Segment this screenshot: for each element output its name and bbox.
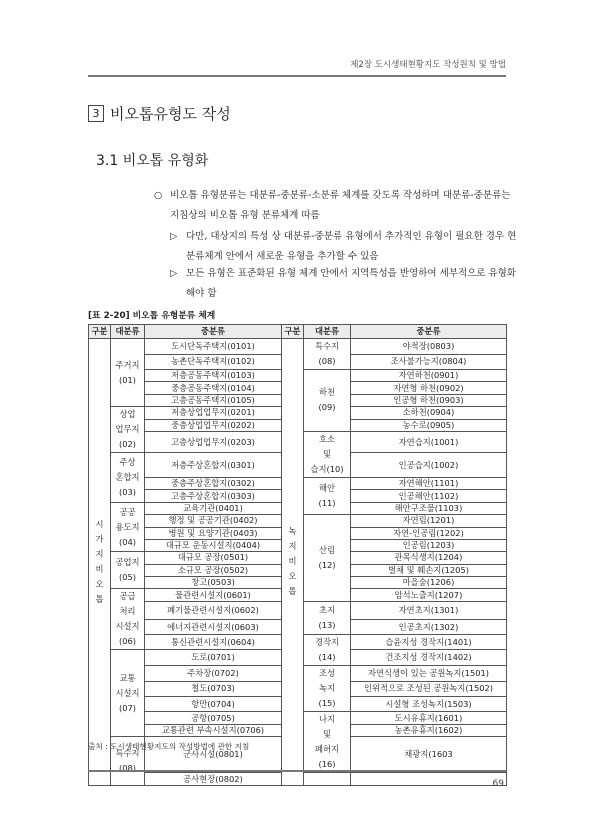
minor-category-cell: 소하천(0904) (351, 407, 507, 419)
header-rule (88, 75, 506, 77)
major-category-cell: 초지 (13) (304, 601, 351, 635)
column-header: 대분류 (111, 325, 145, 339)
major-category-cell: 해안 (11) (304, 477, 351, 514)
triangle-bullet-icon: ▷ (170, 268, 178, 279)
sub-bullet (170, 264, 520, 303)
minor-category-cell: 고층상업업무지(0203) (145, 431, 282, 452)
minor-category-cell: 물관련시설지(0601) (145, 589, 282, 601)
minor-category-cell: 자연림(1201) (351, 515, 507, 527)
major-category-cell: 주상 혼합지 (03) (111, 453, 145, 503)
minor-category-cell: 저층공동주택지(0103) (145, 370, 282, 382)
minor-category-cell: 고층주상혼합지(0303) (145, 490, 282, 502)
minor-category-cell: 인공습지(1002) (351, 453, 507, 478)
minor-category-cell: 자연습지(1001) (351, 431, 507, 452)
minor-category-cell: 대규모 공장(0501) (145, 552, 282, 564)
minor-category-cell: 통신관련시설지(0604) (145, 635, 282, 650)
major-category-cell: 공업지 (05) (111, 552, 145, 589)
minor-category-cell: 고층공동주택지(0105) (145, 394, 282, 406)
minor-category-cell: 농수로(0905) (351, 419, 507, 431)
major-category-cell: 호소 및 습지(10) (304, 431, 351, 477)
table-row (89, 339, 507, 355)
minor-category-cell: 인위적으로 조성된 공원녹지(1502) (351, 681, 507, 696)
minor-category-cell: 중층주상혼합지(0302) (145, 477, 282, 489)
minor-category-cell: 폐기물관련시설지(0602) (145, 601, 282, 619)
major-category-cell: 경작지 (14) (304, 635, 351, 666)
minor-category-cell: 농촌유휴지(1602) (351, 724, 507, 736)
minor-category-cell: 도시단독주택지(0101) (145, 339, 282, 355)
sub-bullet (170, 227, 520, 266)
minor-category-cell: 에너지관련시설지(0603) (145, 619, 282, 635)
biotope-classification-table (88, 324, 507, 786)
major-category-cell: 특수지 (08) (111, 737, 145, 786)
minor-category-cell: 자연-인공림(1202) (351, 527, 507, 539)
table-source: 출처 : 도시생태현황지도의 작성방법에 관한 지침 (88, 742, 250, 751)
minor-category-cell: 행정 및 공공기관(0402) (145, 515, 282, 527)
footer-rule (88, 770, 506, 772)
minor-category-cell: 소규모 공장(0502) (145, 564, 282, 576)
column-header: 구분 (89, 325, 111, 339)
minor-category-cell: 인공초지(1302) (351, 619, 507, 635)
empty-cell (351, 773, 507, 785)
major-category-cell: 공급 처리 시설지 (06) (111, 589, 145, 650)
minor-category-cell: 항만(0704) (145, 697, 282, 712)
minor-category-cell: 중층공동주택지(0104) (145, 382, 282, 394)
minor-category-cell: 중층상업업무지(0202) (145, 419, 282, 431)
minor-category-cell: 자연초지(1301) (351, 601, 507, 619)
column-header: 구분 (282, 325, 304, 339)
circle-bullet-icon: ○ (154, 190, 163, 201)
minor-category-cell: 인공해안(1102) (351, 490, 507, 502)
minor-category-cell: 습윤지성 경작지(1401) (351, 635, 507, 650)
main-bullet-text: 비오톱 유형분류는 대분류-중분류-소분류 체계를 갖도록 작성하며 대분류-중분류는 지침상의 비오톱 유형 분류체계 따름 (170, 190, 511, 221)
major-category-cell: 공공 용도지 (04) (111, 502, 145, 552)
minor-category-cell: 농촌단독주택지(0102) (145, 354, 282, 370)
minor-category-cell: 저층주상혼합지(0301) (145, 453, 282, 478)
page-number: 69 (492, 779, 504, 789)
minor-category-cell: 도로(0701) (145, 650, 282, 666)
table-caption: [표 2-20] 비오톱 유형분류 체계 (88, 311, 216, 321)
major-category-cell: 교통 시설지 (07) (111, 650, 145, 737)
subsection-heading: 3.1 비오톱 유형화 (96, 153, 209, 169)
column-header: 중분류 (351, 325, 507, 339)
table-header-row (89, 325, 507, 339)
sub-bullet-text: 다만, 대상지의 특성 상 대분류-중분류 유형에서 추가적인 유형이 필요한 경우 현 분류체계 안에서 새로운 유형을 추가할 수 있음 (186, 231, 517, 262)
section-title: 비오톱유형도 작성 (110, 105, 231, 123)
major-category-cell: 조성 녹지 (15) (304, 666, 351, 712)
major-category-cell: 상업 업무지 (02) (111, 407, 145, 453)
minor-category-cell: 병원 및 요양기관(0403) (145, 527, 282, 539)
minor-category-cell: 저층상업업무지(0201) (145, 407, 282, 419)
minor-category-cell: 벌채 및 훼손지(1205) (351, 564, 507, 576)
minor-category-cell: 마을숲(1206) (351, 577, 507, 589)
group-cell: 시 가 지 비 오 톱 (89, 339, 111, 786)
minor-category-cell: 교통관련 부속시설지(0706) (145, 724, 282, 736)
section-heading (88, 103, 231, 124)
minor-category-cell: 야적장(0803) (351, 339, 507, 355)
minor-category-cell: 인공형 하천(0903) (351, 394, 507, 406)
minor-category-cell: 공항(0705) (145, 712, 282, 724)
running-header: 제2장 도시생태현황지도 작성원칙 및 방법 (350, 60, 506, 70)
minor-category-cell: 자연형 하천(0902) (351, 382, 507, 394)
minor-category-cell: 교육기관(0401) (145, 502, 282, 514)
section-number: 3 (88, 105, 104, 122)
group-cell: 녹 지 비 오 톱 (282, 339, 304, 786)
major-category-cell: 주거지 (01) (111, 339, 145, 407)
sub-bullet-text: 모든 유형은 표준화된 유형 체계 안에서 지역특성을 반영하여 세부적으로 유형화해야 함 (186, 268, 517, 299)
minor-category-cell: 건조지성 경작지(1402) (351, 650, 507, 666)
major-category-cell: 나지 및 폐허지 (16) (304, 712, 351, 773)
table-body (89, 339, 507, 786)
minor-category-cell: 대규모 운동시설지(0404) (145, 539, 282, 551)
minor-category-cell: 관목식생지(1204) (351, 552, 507, 564)
minor-category-cell: 해안구조물(1103) (351, 502, 507, 514)
minor-category-cell: 도시유휴지(1601) (351, 712, 507, 724)
minor-category-cell: 주차장(0702) (145, 666, 282, 681)
minor-category-cell: 창고(0503) (145, 577, 282, 589)
column-header: 중분류 (145, 325, 282, 339)
minor-category-cell: 공사현장(0802) (145, 773, 282, 785)
major-category-cell: 특수지 (08) (304, 339, 351, 370)
minor-category-cell: 자연하천(0901) (351, 370, 507, 382)
major-category-cell: 하천 (09) (304, 370, 351, 432)
major-category-cell: 산림 (12) (304, 515, 351, 602)
minor-category-cell: 철도(0703) (145, 681, 282, 696)
main-bullet (154, 186, 520, 225)
minor-category-cell: 조사불가능지(0804) (351, 354, 507, 370)
minor-category-cell: 군사시설(0801) (145, 737, 282, 773)
minor-category-cell: 자연식생이 있는 공원녹지(1501) (351, 666, 507, 681)
minor-category-cell: 자연해안(1101) (351, 477, 507, 489)
column-header: 대분류 (304, 325, 351, 339)
triangle-bullet-icon: ▷ (170, 231, 178, 242)
minor-category-cell: 인공림(1203) (351, 539, 507, 551)
minor-category-cell: 암석노출지(1207) (351, 589, 507, 601)
empty-cell (304, 773, 351, 785)
minor-category-cell: 시설형 조성녹지(1503) (351, 697, 507, 712)
minor-category-cell: 채광지(1603 (351, 737, 507, 773)
